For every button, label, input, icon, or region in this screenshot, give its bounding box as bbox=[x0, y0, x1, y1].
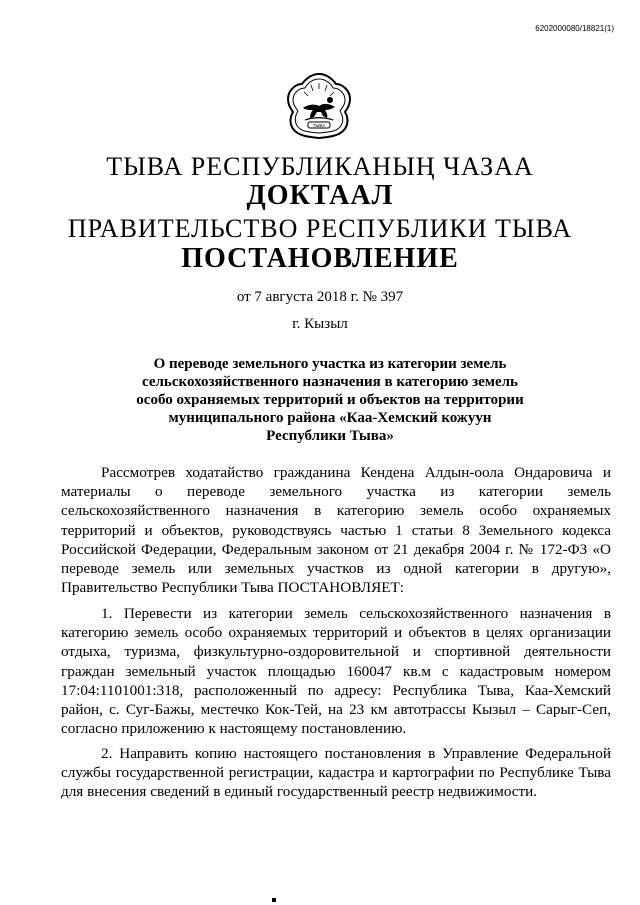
header-title-russian: ПРАВИТЕЛЬСТВО РЕСПУБЛИКИ ТЫВА bbox=[67, 214, 573, 243]
republic-of-tyva-coat-of-arms-icon bbox=[283, 70, 355, 142]
header-doc-type-tyvan: ДОКТААЛ bbox=[246, 180, 394, 211]
document-subject: О переводе земельного участка из категории земель сельскохозяйственного назначения в категорию земель особо охраняемых территорий и объектов на территории муниципального района «Каа-Хемский кожуун Республики Тыва» bbox=[136, 356, 524, 444]
paragraph-item-1: 1. Перевести из категории земель сельскохозяйственного назначения в категорию земель особо охраняемых территорий и объектов в целях организации отдыха, туризма, физкультурно-оздоровительной и спортивной деятельности граждан земельный участок площадью 160047 кв.м с кадастровым номером 17:04:1101001:318, расположенный по адресу: Республика Тыва, Каа-Хемский район, с. Суг-Бажы, местечко Кок-Тей, на 23 км автотрассы Кызыл – Сарыг-Сеп, согласно приложению к настоящему постановлению. bbox=[61, 605, 611, 738]
document-date-number: от 7 августа 2018 г. № 397 bbox=[236, 289, 404, 305]
paragraph-intro: Рассмотрев ходатайство гражданина Кендена Алдын-оола Ондаровича и материалы о переводе земельного участка из категории земель сельскохозяйственного назначения в категорию земель особо охраняемых территорий и объектов, руководствуясь частью 1 статьи 8 Земельного кодекса Российской Федерации, Федеральным законом от 21 декабря 2004 г. № 172-ФЗ «О переводе земель или земельных участков из одной категории в другую», Правительство Республики Тыва ПОСТАНОВЛЯЕТ: bbox=[61, 464, 611, 597]
emblem-inscription: ТЫВА bbox=[312, 123, 326, 128]
paragraph-item-2: 2. Направить копию настоящего постановления в Управление Федеральной службы государственной регистрации, кадастра и картографии по Республике Тыва для внесения сведений в единый государственный реестр недвижимости. bbox=[61, 745, 611, 801]
page-mark bbox=[272, 898, 276, 902]
header-doc-type-russian: ПОСТАНОВЛЕНИЕ bbox=[181, 243, 459, 274]
header-title-tyvan: ТЫВА РЕСПУБЛИКАНЫҢ ЧАЗАА bbox=[106, 152, 534, 181]
document-code: 6202000080/18821(1) bbox=[535, 24, 614, 33]
document-city: г. Кызыл bbox=[292, 316, 348, 332]
